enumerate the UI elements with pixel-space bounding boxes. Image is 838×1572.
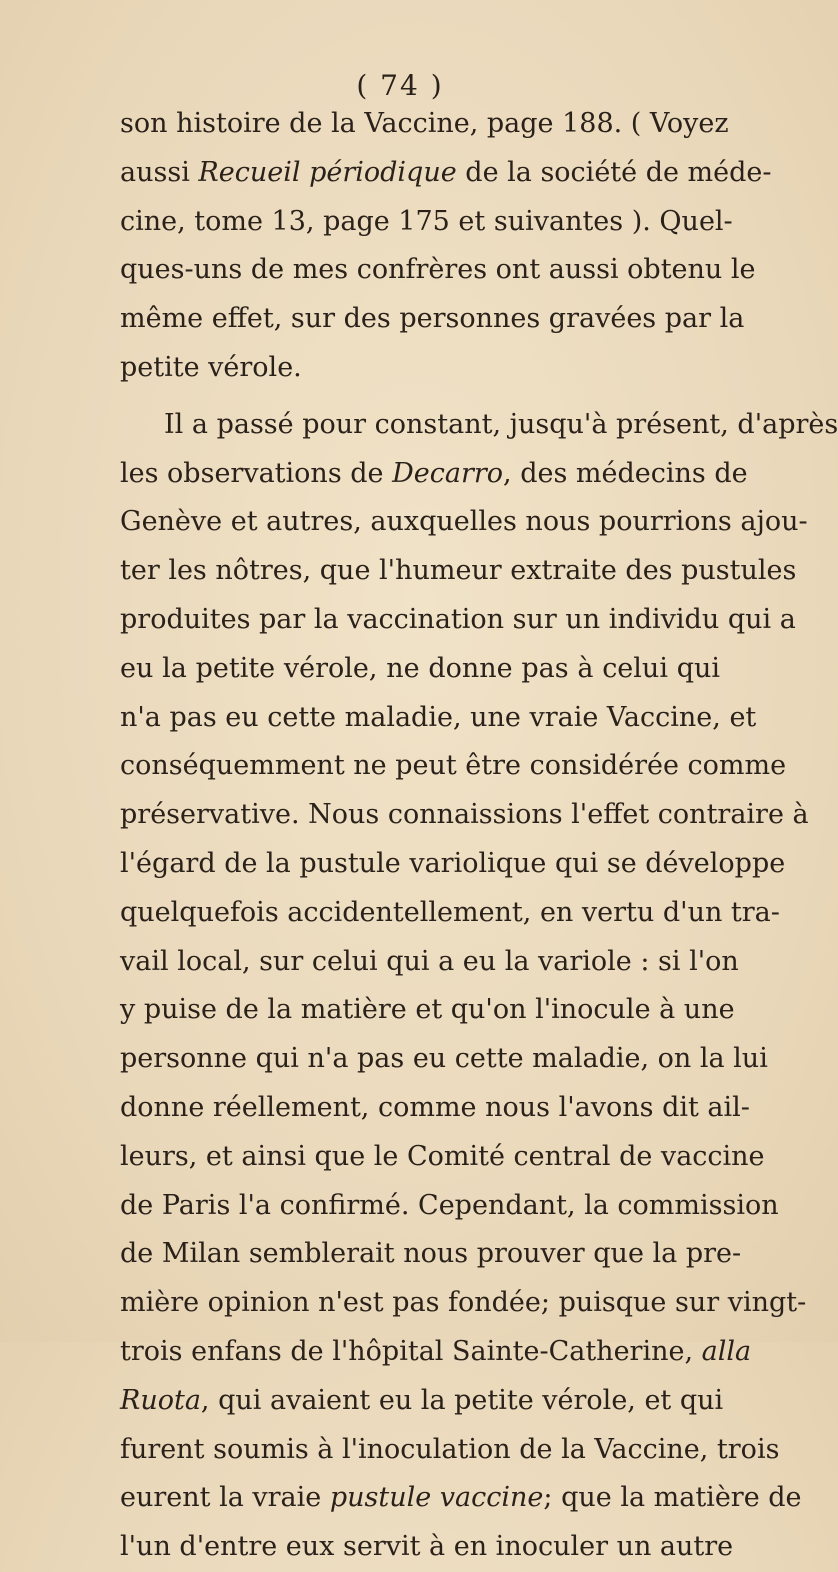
- text-line: [120, 1328, 752, 1377]
- text-segment: furent soumis à l'inoculation de la Vaccine, trois: [120, 1433, 780, 1465]
- text-line: [120, 840, 786, 889]
- text-segment: , des médecins de: [503, 457, 748, 489]
- text-segment: vail local, sur celui qui a eu la variole : si l'on: [120, 945, 739, 977]
- text-line: [120, 645, 720, 694]
- text-line: [120, 547, 797, 596]
- text-line: [120, 938, 739, 987]
- text-line: [120, 100, 729, 149]
- text-line: [120, 791, 809, 840]
- text-segment: y puise de la matière et qu'on l'inocule à une: [120, 994, 735, 1026]
- text-line: [120, 1182, 779, 1231]
- text-segment: de la société de méde-: [456, 156, 772, 188]
- text-segment: , qui avaient eu la petite vérole, et qui: [200, 1384, 724, 1416]
- text-line: [120, 986, 735, 1035]
- text-line: [120, 1230, 742, 1279]
- text-segment: de Milan semblerait nous prouver que la pre-: [120, 1238, 742, 1270]
- text-line: [120, 401, 838, 450]
- text-segment: n'a pas eu cette maladie, une vraie Vaccine, et: [120, 701, 757, 733]
- text-line: [120, 1035, 768, 1084]
- text-line: [120, 1084, 750, 1133]
- italic-text: pustule vaccine: [329, 1482, 544, 1514]
- paragraph: [120, 100, 772, 393]
- text-line: [120, 1377, 724, 1426]
- text-line: [120, 1523, 734, 1572]
- text-segment: son histoire de la Vaccine, page 188. ( Voyez: [120, 108, 729, 139]
- text-segment: petite vérole.: [120, 351, 302, 383]
- text-segment: même effet, sur des personnes gravées par la: [120, 303, 745, 335]
- paragraph-gap: [120, 393, 720, 401]
- text-line: [120, 246, 756, 295]
- text-line: [120, 344, 720, 393]
- text-segment: Genève et autres, auxquelles nous pourrions ajou-: [120, 506, 808, 538]
- text-segment: trois enfans de l'hôpital Sainte-Catherine,: [120, 1335, 702, 1367]
- page-number: ( 74 ): [356, 69, 444, 102]
- text-segment: quelquefois accidentellement, en vertu d'un tra-: [120, 896, 780, 928]
- text-segment: mière opinion n'est pas fondée; puisque sur vingt-: [120, 1287, 807, 1319]
- text-line: [120, 198, 733, 247]
- text-segment: Il a passé pour constant, jusqu'à présent, d'après: [164, 408, 838, 440]
- italic-text: Decarro: [392, 457, 504, 489]
- text-line: [120, 694, 757, 743]
- text-line: [120, 596, 796, 645]
- text-segment: conséquemment ne peut être considérée comme: [120, 750, 787, 782]
- italic-text: Recueil périodique: [198, 156, 457, 188]
- text-segment: ; que la matière de: [543, 1482, 802, 1514]
- text-segment: donne réellement, comme nous l'avons dit ail-: [120, 1091, 750, 1123]
- text-segment: préservative. Nous connaissions l'effet contraire à: [120, 799, 809, 831]
- text-segment: personne qui n'a pas eu cette maladie, on la lui: [120, 1043, 768, 1075]
- text-line: [120, 742, 787, 791]
- text-segment: eurent la vraie: [120, 1482, 330, 1514]
- text-line: [120, 149, 772, 198]
- italic-text: Ruota: [120, 1384, 201, 1416]
- text-segment: leurs, et ainsi que le Comité central de vaccine: [120, 1140, 765, 1172]
- text-line: [120, 450, 748, 499]
- text-line: [120, 1279, 807, 1328]
- text-segment: l'égard de la pustule variolique qui se développe: [120, 847, 786, 879]
- text-segment: produites par la vaccination sur un individu qui a: [120, 603, 796, 635]
- text-line: [120, 1133, 765, 1182]
- text-line: [120, 295, 745, 344]
- text-segment: ter les nôtres, que l'humeur extraite des pustules: [120, 555, 797, 587]
- body-text: [120, 100, 838, 1572]
- text-line: [120, 889, 780, 938]
- text-segment: l'un d'entre eux servit à en inoculer un autre: [120, 1531, 734, 1563]
- paragraph: [120, 401, 838, 1572]
- text-segment: eu la petite vérole, ne donne pas à celui qui: [120, 652, 720, 684]
- text-segment: de Paris l'a confirmé. Cependant, la commission: [120, 1189, 779, 1221]
- italic-text: alla: [701, 1335, 752, 1367]
- text-segment: aussi: [120, 156, 199, 188]
- text-line: [120, 498, 808, 547]
- text-segment: les observations de: [120, 457, 393, 489]
- text-line: [120, 1426, 780, 1475]
- text-line: [120, 1474, 802, 1523]
- text-segment: cine, tome 13, page 175 et suivantes ). Quel-: [120, 205, 733, 237]
- text-segment: ques-uns de mes confrères ont aussi obtenu le: [120, 254, 756, 286]
